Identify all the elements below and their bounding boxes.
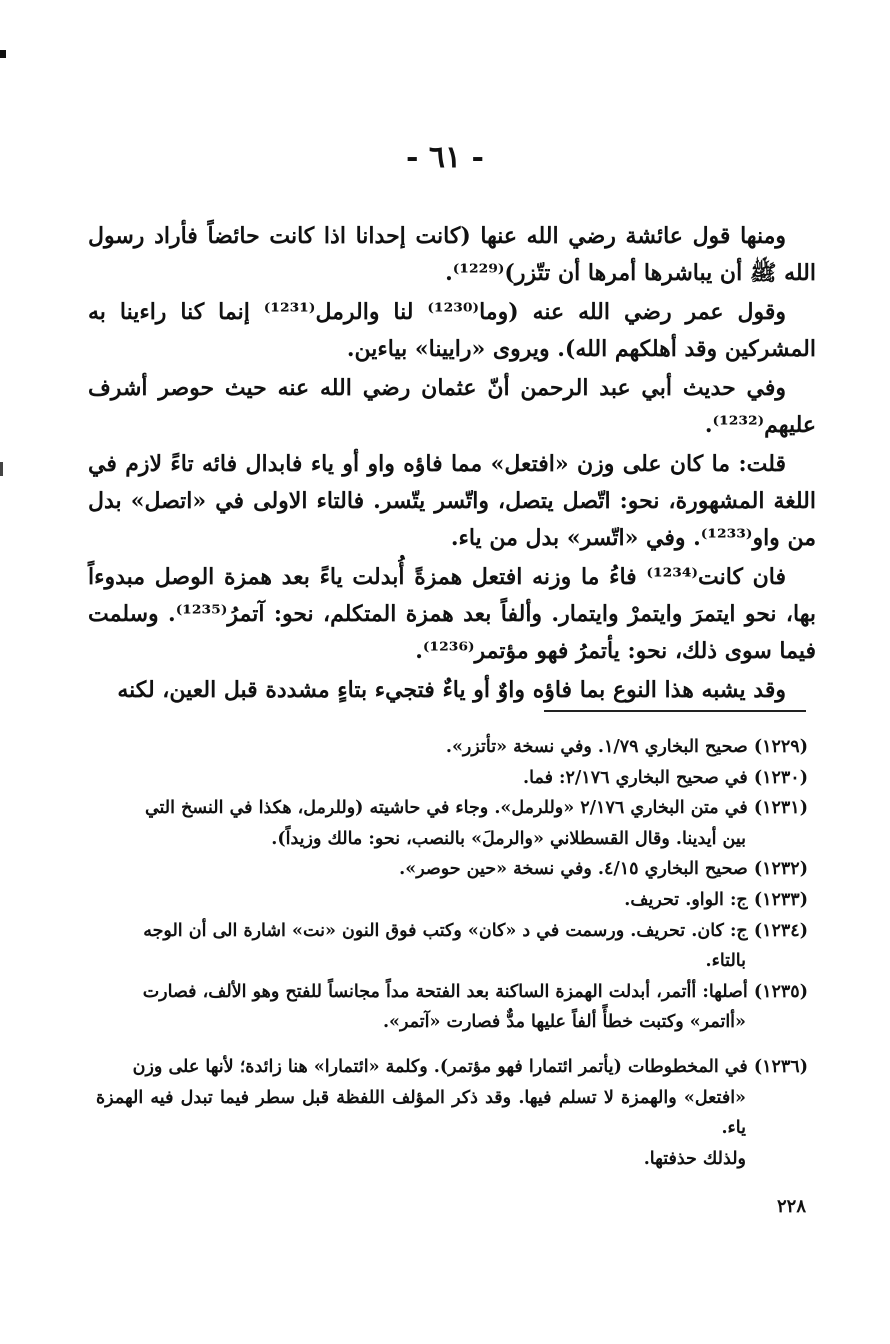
paragraph: وفي حديث أبي عبد الرحمن أنّ عثمان رضي الله عنه حيث حوصر أشرف عليهم⁽¹²³²⁾. [88,375,816,438]
footnotes [96,732,808,1174]
footnote [96,854,808,885]
book-page-number: ٢٢٨ [776,1196,806,1217]
footnote-number: (١٢٣٥) [753,981,808,1002]
paragraph: وقول عمر رضي الله عنه (وما⁽¹²³⁰⁾ لنا والرمل⁽¹²³¹⁾ إنما كنا راءينا به المشركين وقد أهلكهم الله). ويروى «رايينا» بياءين. [88,299,816,362]
footnote-number: (١٢٣٣) [753,889,808,910]
footnote-text: ج: كان. تحريف. ورسمت في د «كان» وكتب فوق النون «نت» اشارة الى أن الوجه [143,920,748,941]
footnote-continuation: «افتعل» والهمزة لا تسلم فيها. وقد ذكر المؤلف اللفظة قبل سطر فيما تبدل فيه الهمزة ياء. [96,1087,746,1139]
footnote-continuation: «أاتمر» وكتبت خطأً ألفاً عليها مدٌّ فصارت «آتمر». [382,1012,746,1033]
footnote [96,977,808,1038]
paragraph: قلت: ما كان على وزن «افتعل» مما فاؤه واو أو ياء فابدال فائه تاءً لازم في اللغة المشهورة، نحو: اتّصل يتصل، واتّسر يتّسر. فالتاء الاولى في «اتصل» بدل من واو⁽¹²³³⁾. وفي «اتّسر» بدل من ياء. [88,451,816,551]
footnote [96,885,808,916]
footnote-separator [544,710,806,712]
footnote-text: في متن البخاري ٢/١٧٦ «وللرمل». وجاء في حاشيته (وللرمل، هكذا في النسخ التي [144,798,748,819]
footnote-number: (١٢٣٢) [753,859,808,880]
footnote-continuation: بالتاء. [705,951,746,972]
footnote-continuation: ولذلك حذفتها. [643,1148,746,1169]
footnote [96,732,808,763]
footnote-number: (١٢٢٩) [753,737,808,757]
paragraph: فان كانت⁽¹²³⁴⁾ فاءُ ما وزنه افتعل همزةً أُبدلت ياءً بعد همزة الوصل مبدوءاً بها، نحو ايتمرَ وايتمرْ وايتمار. وألفاً بعد همزة المتكلم، نحو: آتمرُ⁽¹²³⁵⁾. وسلمت فيما سوى ذلك، نحو: يأتمرُ فهو مؤتمر⁽¹²³⁶⁾. [88,564,816,664]
paragraph: ومنها قول عائشة رضي الله عنها (كانت إحدانا اذا كانت حائضاً فأراد رسول الله ﷺ أن يباشرها أمرها أن تتّزر)⁽¹²²⁹⁾. [88,223,816,286]
section-page-number: - ٦١ - [405,140,485,175]
footnote-text: صحيح البخاري ٤/١٥. وفي نسخة «حين حوصر». [399,859,748,880]
footnote-text: ج: الواو. تحريف. [624,889,748,910]
main-text [88,218,816,711]
footnote-text: أصلها: أأتمر، أبدلت الهمزة الساكنة بعد الفتحة مداً مجانساً للفتح وهو الألف، فصارت [142,981,748,1002]
footnote-number: (١٢٣١) [753,798,808,819]
paragraph: وقد يشبه هذا النوع بما فاؤه واوٌ أو ياءٌ فتجيء بتاءٍ مشددة قبل العين، لكنه [117,677,786,703]
footnote [96,763,808,794]
footnote-number: (١٢٣٤) [753,920,808,941]
scan-edge-mark [0,462,3,476]
footnote-text: في المخطوطات (يأتمر ائتمارا فهو مؤتمر). وكلمة «ائتمارا» هنا زائدة؛ لأنها على وزن [132,1056,748,1077]
scan-edge-mark [0,50,6,58]
footnote-text: صحيح البخاري ١/٧٩. وفي نسخة «تأتزر». [445,737,748,757]
footnote-continuation: بين أيدينا. وقال القسطلاني «والرملَ» بالنصب، نحو: مالك وزيداً). [271,828,746,849]
footnote [96,793,808,854]
footnote-text: في صحيح البخاري ٢/١٧٦: فما. [523,767,748,788]
footnote-number: (١٢٣٦) [753,1056,808,1077]
footnote-number: (١٢٣٠) [753,767,808,788]
footnote [96,916,808,977]
footnote [96,1052,808,1174]
